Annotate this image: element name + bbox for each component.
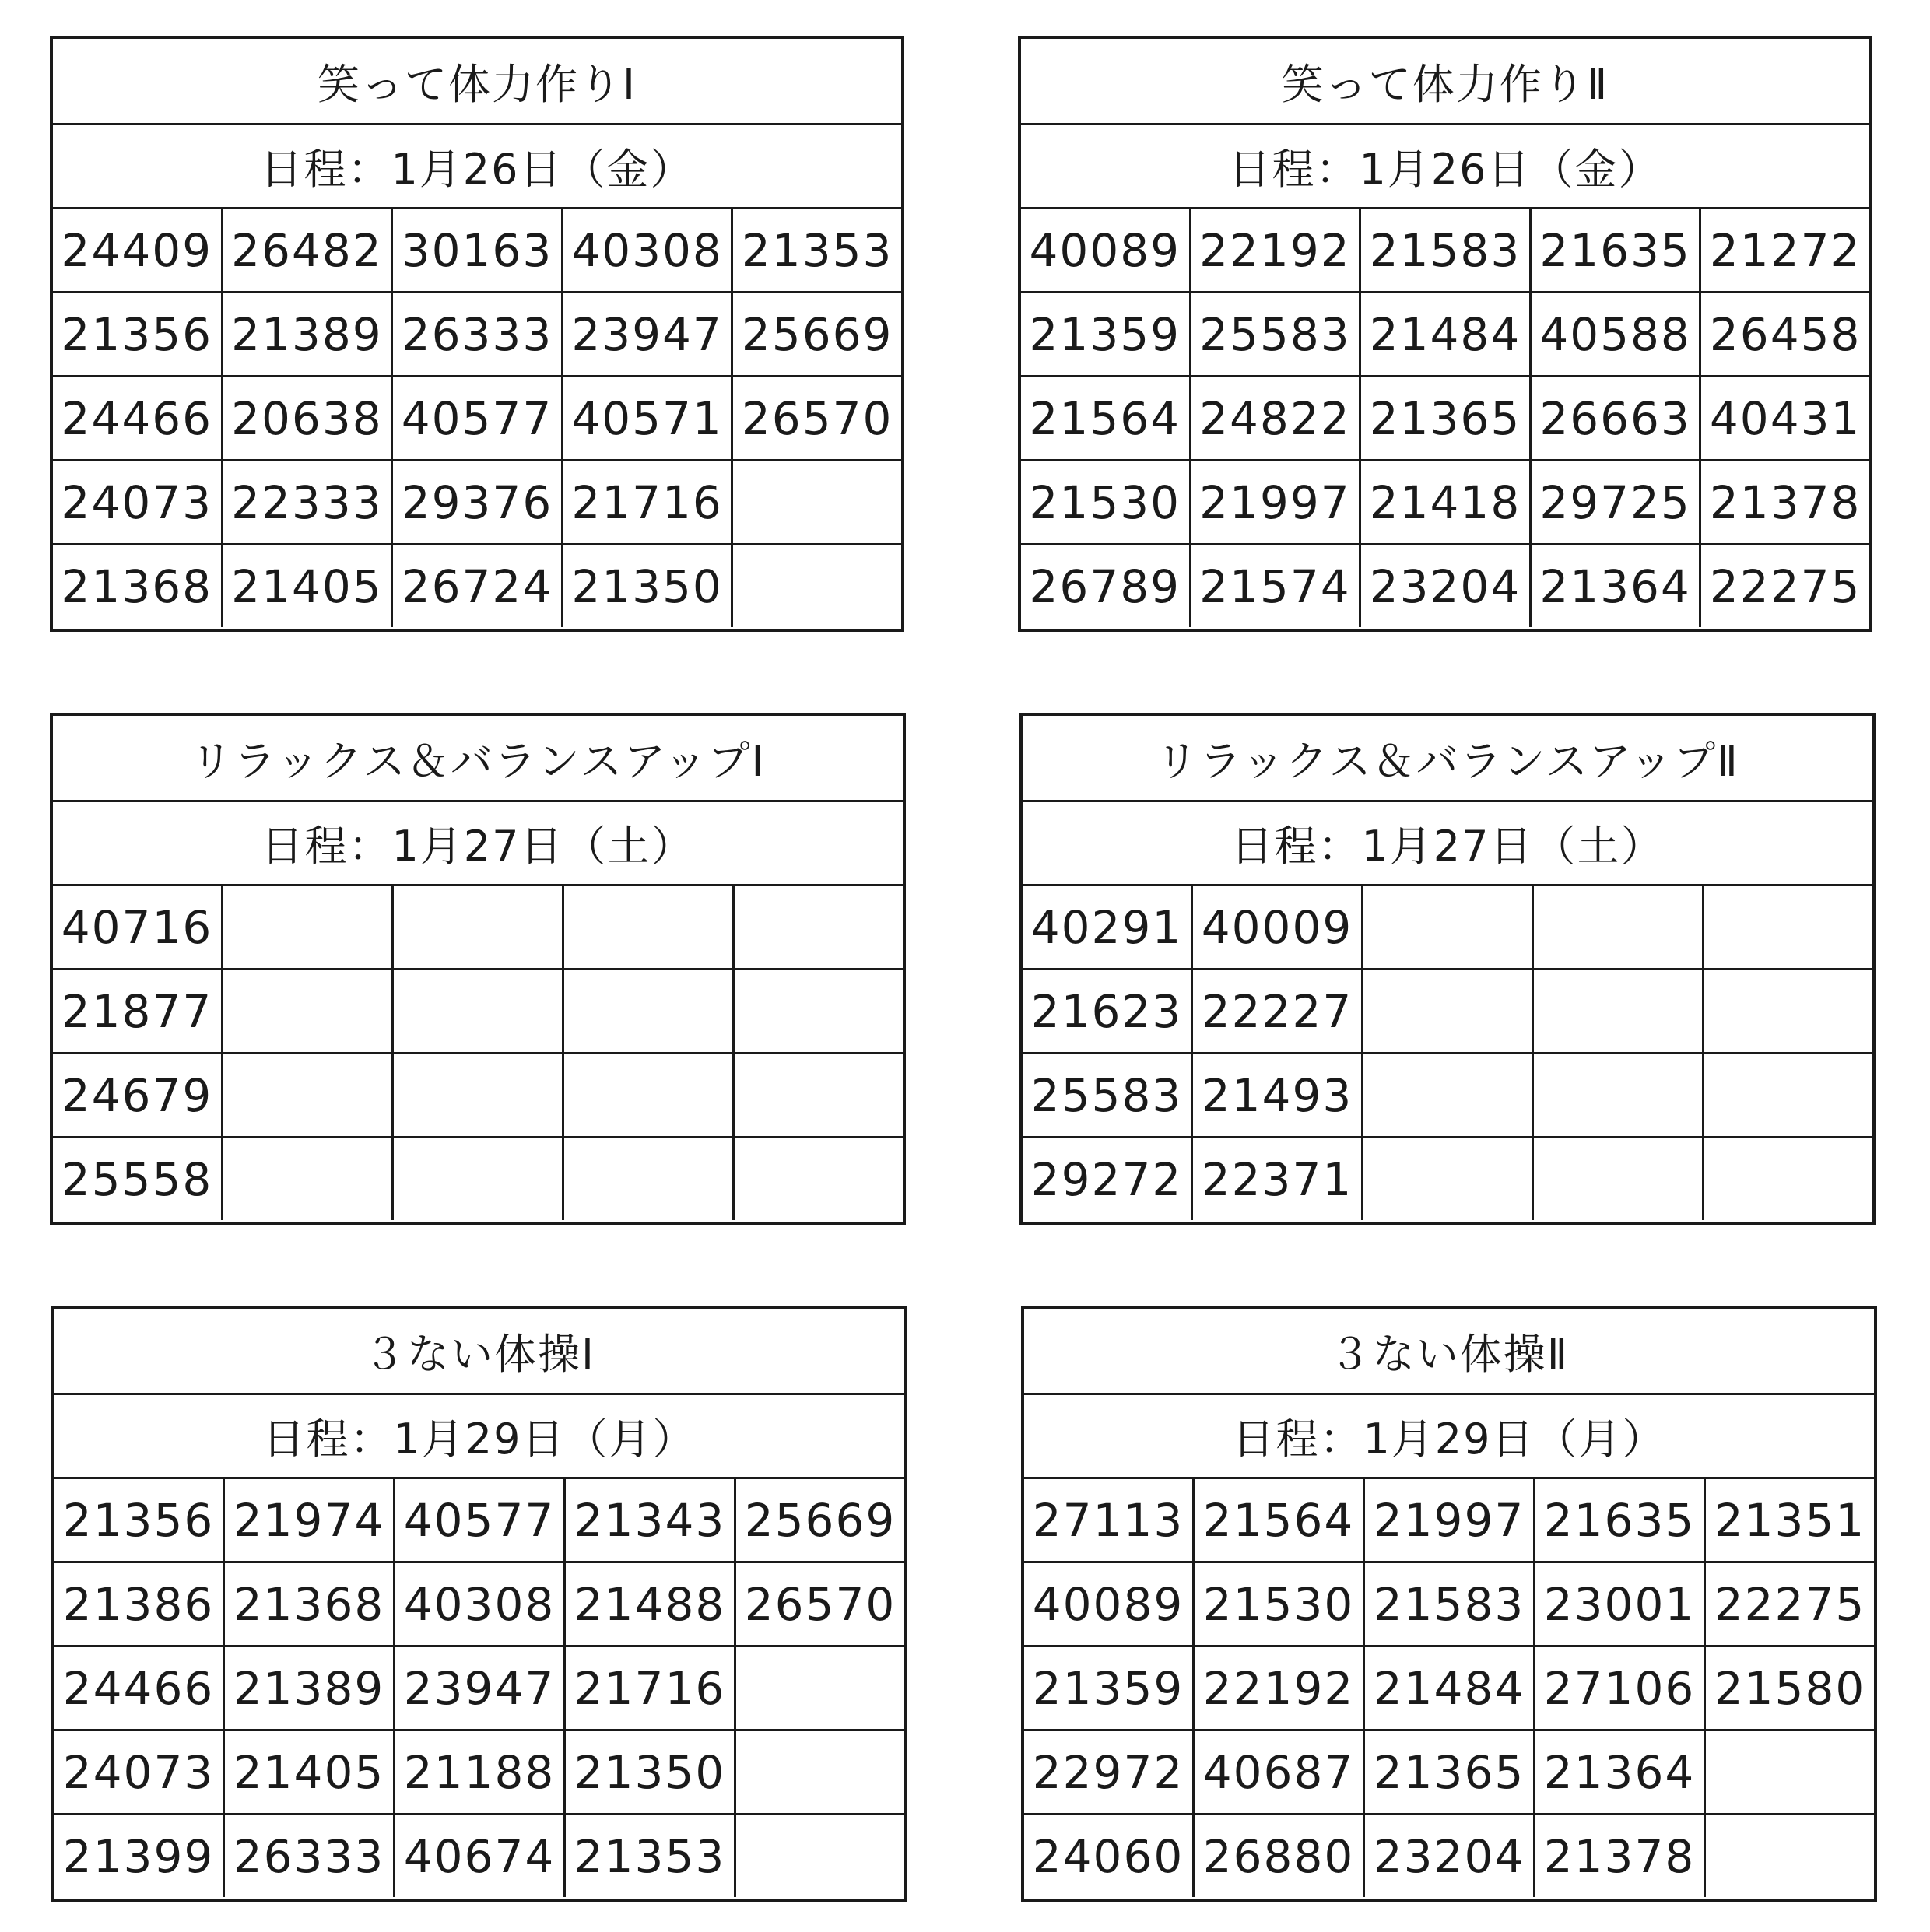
table-cell: 21877 <box>61 984 213 1038</box>
table-cell <box>734 1647 904 1729</box>
table-cell: 23947 <box>561 293 732 375</box>
table-cell <box>1532 970 1702 1052</box>
table-cell <box>1361 886 1532 968</box>
table-cell <box>562 1054 732 1136</box>
table-cell: 23947 <box>393 1647 563 1729</box>
table-cell: 22275 <box>1704 1563 1874 1645</box>
schedule-table-3nai-2 <box>1021 1306 1877 1902</box>
table-cell: 21368 <box>223 1563 393 1645</box>
schedule-table-laugh-1 <box>50 36 904 632</box>
table-cell: 40588 <box>1529 293 1700 375</box>
table-cell <box>732 1138 903 1220</box>
table-cell: 40089 <box>1029 223 1181 277</box>
table-cell: 21583 <box>1359 209 1529 291</box>
table-cell <box>1704 1815 1874 1897</box>
table-cell <box>1532 886 1702 968</box>
table-cell: 21364 <box>1533 1731 1704 1813</box>
table-cell: 21353 <box>731 209 901 291</box>
table-cell: 21583 <box>1363 1563 1533 1645</box>
table-cell: 24466 <box>62 1661 215 1715</box>
table-cell: 21716 <box>561 461 732 543</box>
table-row <box>1024 1813 1874 1897</box>
table-cell <box>221 886 391 968</box>
table-cell <box>1704 1731 1874 1813</box>
table-schedule: 日程：1月26日（金） <box>53 123 901 207</box>
table-row <box>1021 291 1869 375</box>
table-cell: 22972 <box>1032 1745 1184 1799</box>
table-row <box>54 1729 904 1813</box>
table-cell <box>391 886 562 968</box>
table-row <box>1023 1136 1872 1220</box>
table-cell <box>221 1054 391 1136</box>
table-cell: 22371 <box>1191 1138 1361 1220</box>
table-row <box>54 1645 904 1729</box>
table-row <box>1021 543 1869 627</box>
table-row <box>53 968 903 1052</box>
table-row <box>53 207 901 291</box>
table-cell: 26570 <box>734 1563 904 1645</box>
table-row <box>54 1813 904 1897</box>
table-cell <box>1361 1138 1532 1220</box>
table-cell <box>391 970 562 1052</box>
table-cell: 21564 <box>1192 1479 1363 1561</box>
table-cell: 21997 <box>1189 461 1360 543</box>
schedule-table-relax-2 <box>1019 713 1876 1225</box>
table-cell: 26333 <box>391 293 561 375</box>
table-cell: 21574 <box>1189 545 1360 627</box>
table-cell: 21405 <box>221 545 391 627</box>
table-cell: 40089 <box>1032 1577 1184 1631</box>
table-cell: 29376 <box>391 461 561 543</box>
table-cell: 40009 <box>1191 886 1361 968</box>
table-cell <box>731 545 901 627</box>
schedule-table-3nai-1 <box>51 1306 907 1902</box>
table-row <box>53 1052 903 1136</box>
table-cell: 26880 <box>1192 1815 1363 1897</box>
table-cell <box>1702 886 1872 968</box>
table-cell: 24679 <box>61 1068 213 1122</box>
table-cell: 21484 <box>1363 1647 1533 1729</box>
table-cell: 25583 <box>1189 293 1360 375</box>
table-title: ３ない体操Ⅱ <box>1328 1329 1570 1379</box>
table-cell <box>734 1731 904 1813</box>
table-row <box>1021 375 1869 459</box>
table-row <box>53 291 901 375</box>
table-cell: 21484 <box>1359 293 1529 375</box>
table-cell: 26482 <box>221 209 391 291</box>
table-cell: 40571 <box>561 377 732 459</box>
table-cell: 29725 <box>1529 461 1700 543</box>
table-cell <box>1361 1054 1532 1136</box>
table-cell: 21716 <box>563 1647 734 1729</box>
schedule-table-laugh-2 <box>1018 36 1872 632</box>
table-title: 笑って体力作りⅠ <box>318 59 637 109</box>
table-row <box>54 1561 904 1645</box>
table-cell: 21635 <box>1533 1479 1704 1561</box>
table-title: リラックス＆バランスアップⅡ <box>1156 736 1739 786</box>
table-cell: 21399 <box>62 1829 215 1883</box>
table-row <box>54 1477 904 1561</box>
table-cell <box>1702 1054 1872 1136</box>
table-cell <box>562 1138 732 1220</box>
table-cell: 21580 <box>1704 1647 1874 1729</box>
table-schedule: 日程：1月27日（土） <box>1023 800 1872 884</box>
table-cell: 21997 <box>1363 1479 1533 1561</box>
table-cell: 26458 <box>1699 293 1869 375</box>
table-cell: 22192 <box>1189 209 1360 291</box>
table-cell <box>1532 1054 1702 1136</box>
table-row <box>53 375 901 459</box>
table-cell: 21564 <box>1029 391 1181 445</box>
table-cell <box>1702 970 1872 1052</box>
table-cell: 23204 <box>1363 1815 1533 1897</box>
table-title: リラックス＆バランスアップⅠ <box>190 736 766 786</box>
table-cell: 21353 <box>563 1815 734 1897</box>
table-cell: 21378 <box>1699 461 1869 543</box>
table-cell: 25669 <box>734 1479 904 1561</box>
table-cell: 40674 <box>393 1815 563 1897</box>
table-cell: 21272 <box>1699 209 1869 291</box>
table-cell: 24466 <box>61 391 213 445</box>
table-cell: 40308 <box>393 1563 563 1645</box>
table-cell: 21351 <box>1704 1479 1874 1561</box>
table-row <box>1021 207 1869 291</box>
table-cell: 21343 <box>563 1479 734 1561</box>
table-cell: 25558 <box>61 1152 213 1206</box>
table-cell: 21974 <box>223 1479 393 1561</box>
table-cell <box>221 1138 391 1220</box>
table-row <box>53 884 903 968</box>
table-row <box>1023 1052 1872 1136</box>
table-cell: 40716 <box>61 900 213 954</box>
table-cell: 25583 <box>1030 1068 1183 1122</box>
table-row <box>1024 1729 1874 1813</box>
table-cell <box>734 1815 904 1897</box>
table-schedule: 日程：1月29日（月） <box>1024 1393 1874 1477</box>
table-cell: 21635 <box>1529 209 1700 291</box>
table-cell <box>562 886 732 968</box>
table-cell: 40687 <box>1192 1731 1363 1813</box>
table-row <box>1023 884 1872 968</box>
table-cell: 21350 <box>563 1731 734 1813</box>
table-cell: 24822 <box>1189 377 1360 459</box>
table-cell: 24409 <box>61 223 213 277</box>
table-cell: 26663 <box>1529 377 1700 459</box>
table-title: 笑って体力作りⅡ <box>1281 59 1609 109</box>
table-cell: 27113 <box>1032 1493 1184 1547</box>
table-cell: 21359 <box>1029 307 1181 361</box>
table-cell <box>732 970 903 1052</box>
table-cell: 30163 <box>391 209 561 291</box>
table-cell <box>732 1054 903 1136</box>
table-cell: 40308 <box>561 209 732 291</box>
table-cell: 21389 <box>221 293 391 375</box>
table-cell: 21188 <box>393 1731 563 1813</box>
table-schedule: 日程：1月27日（土） <box>53 800 903 884</box>
table-cell: 21386 <box>62 1577 215 1631</box>
table-cell: 24073 <box>61 475 213 529</box>
table-cell: 40577 <box>391 377 561 459</box>
table-cell: 26724 <box>391 545 561 627</box>
table-cell: 21530 <box>1029 475 1181 529</box>
table-cell: 25669 <box>731 293 901 375</box>
table-cell <box>562 970 732 1052</box>
table-cell: 20638 <box>221 377 391 459</box>
table-cell: 21365 <box>1359 377 1529 459</box>
table-cell <box>1361 970 1532 1052</box>
table-cell: 21365 <box>1363 1731 1533 1813</box>
table-cell: 23204 <box>1359 545 1529 627</box>
table-cell <box>1702 1138 1872 1220</box>
table-cell: 26333 <box>223 1815 393 1897</box>
table-cell: 27106 <box>1533 1647 1704 1729</box>
table-cell: 29272 <box>1030 1152 1183 1206</box>
table-cell: 24060 <box>1032 1829 1184 1883</box>
table-cell: 40577 <box>393 1479 563 1561</box>
table-cell: 23001 <box>1533 1563 1704 1645</box>
table-cell: 21368 <box>61 559 213 613</box>
table-cell: 21350 <box>561 545 732 627</box>
table-row <box>53 459 901 543</box>
table-row <box>1021 459 1869 543</box>
table-cell: 21389 <box>223 1647 393 1729</box>
table-cell <box>731 461 901 543</box>
table-cell <box>391 1054 562 1136</box>
table-cell: 21530 <box>1192 1563 1363 1645</box>
table-cell: 21359 <box>1032 1661 1184 1715</box>
table-cell <box>391 1138 562 1220</box>
table-cell: 21623 <box>1030 984 1183 1038</box>
table-cell: 22227 <box>1191 970 1361 1052</box>
table-cell: 21356 <box>62 1493 215 1547</box>
table-cell <box>732 886 903 968</box>
table-row <box>1023 968 1872 1052</box>
schedule-table-relax-1 <box>50 713 906 1225</box>
table-cell: 21356 <box>61 307 213 361</box>
table-cell: 22333 <box>221 461 391 543</box>
table-cell: 21378 <box>1533 1815 1704 1897</box>
table-cell: 24073 <box>62 1745 215 1799</box>
table-cell: 26570 <box>731 377 901 459</box>
table-cell <box>1532 1138 1702 1220</box>
table-cell <box>221 970 391 1052</box>
table-schedule: 日程：1月26日（金） <box>1021 123 1869 207</box>
table-row <box>1024 1561 1874 1645</box>
table-cell: 21405 <box>223 1731 393 1813</box>
table-cell: 22275 <box>1699 545 1869 627</box>
table-row <box>1024 1645 1874 1729</box>
table-cell: 40431 <box>1699 377 1869 459</box>
table-title: ３ない体操Ⅰ <box>363 1329 595 1379</box>
table-cell: 22192 <box>1192 1647 1363 1729</box>
table-cell: 21418 <box>1359 461 1529 543</box>
table-cell: 21488 <box>563 1563 734 1645</box>
table-schedule: 日程：1月29日（月） <box>54 1393 904 1477</box>
table-cell: 21493 <box>1191 1054 1361 1136</box>
table-row <box>53 1136 903 1220</box>
table-cell: 21364 <box>1529 545 1700 627</box>
table-cell: 40291 <box>1030 900 1183 954</box>
table-row <box>53 543 901 627</box>
table-row <box>1024 1477 1874 1561</box>
table-cell: 26789 <box>1029 559 1181 613</box>
